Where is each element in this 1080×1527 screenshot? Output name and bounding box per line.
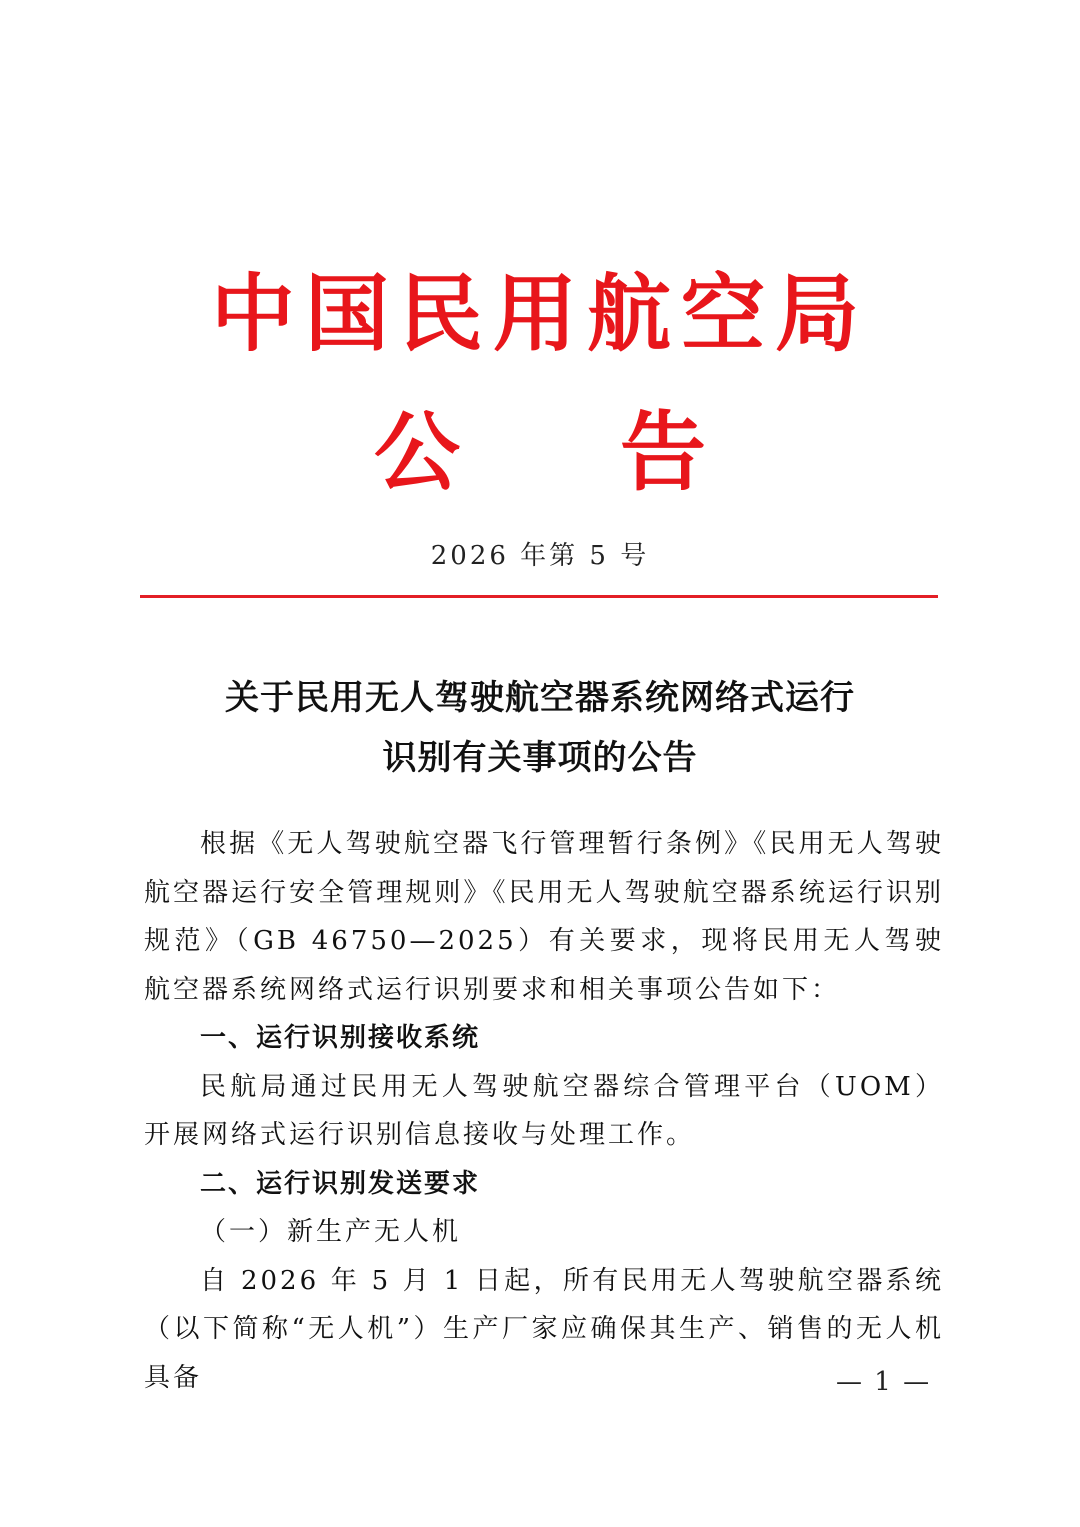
section-2-heading: 二、运行识别发送要求	[200, 1168, 481, 1199]
red-separator-rule	[140, 595, 938, 598]
subsection-1-paragraph: 自 2026 年 5 月 1 日起，所有民用无人驾驶航空器系统（以下简称“无人机”）生产厂家应确保其生产、销售的无人机具备	[144, 1265, 944, 1393]
document-title-line-1: 关于民用无人驾驶航空器系统网络式运行	[225, 678, 855, 718]
section-1-paragraph: 民航局通过民用无人驾驶航空器综合管理平台（UOM）开展网络式运行识别信息接收与处理工作。	[144, 1071, 944, 1150]
document-title-line-2: 识别有关事项的公告	[382, 738, 698, 778]
document-title	[0, 668, 1080, 788]
document-body	[144, 820, 944, 1402]
subsection-1-heading: （一）新生产无人机	[200, 1217, 462, 1247]
document-kind-header: 公告	[374, 403, 866, 503]
intro-paragraph: 根据《无人驾驶航空器飞行管理暂行条例》《民用无人驾驶航空器运行安全管理规则》《民用无人驾驶航空器系统运行识别规范》（GB 46750—2025）有关要求，现将民用无人驾驶航空器系统网络式运行识别要求和相关事项公告如下：	[144, 829, 944, 1005]
document-number: 2026 年第 5 号	[430, 541, 650, 571]
issuing-organization-header: 中国民用航空局	[210, 265, 869, 363]
section-1-heading: 一、运行识别接收系统	[200, 1023, 481, 1053]
page-number: — 1 —	[836, 1367, 932, 1397]
